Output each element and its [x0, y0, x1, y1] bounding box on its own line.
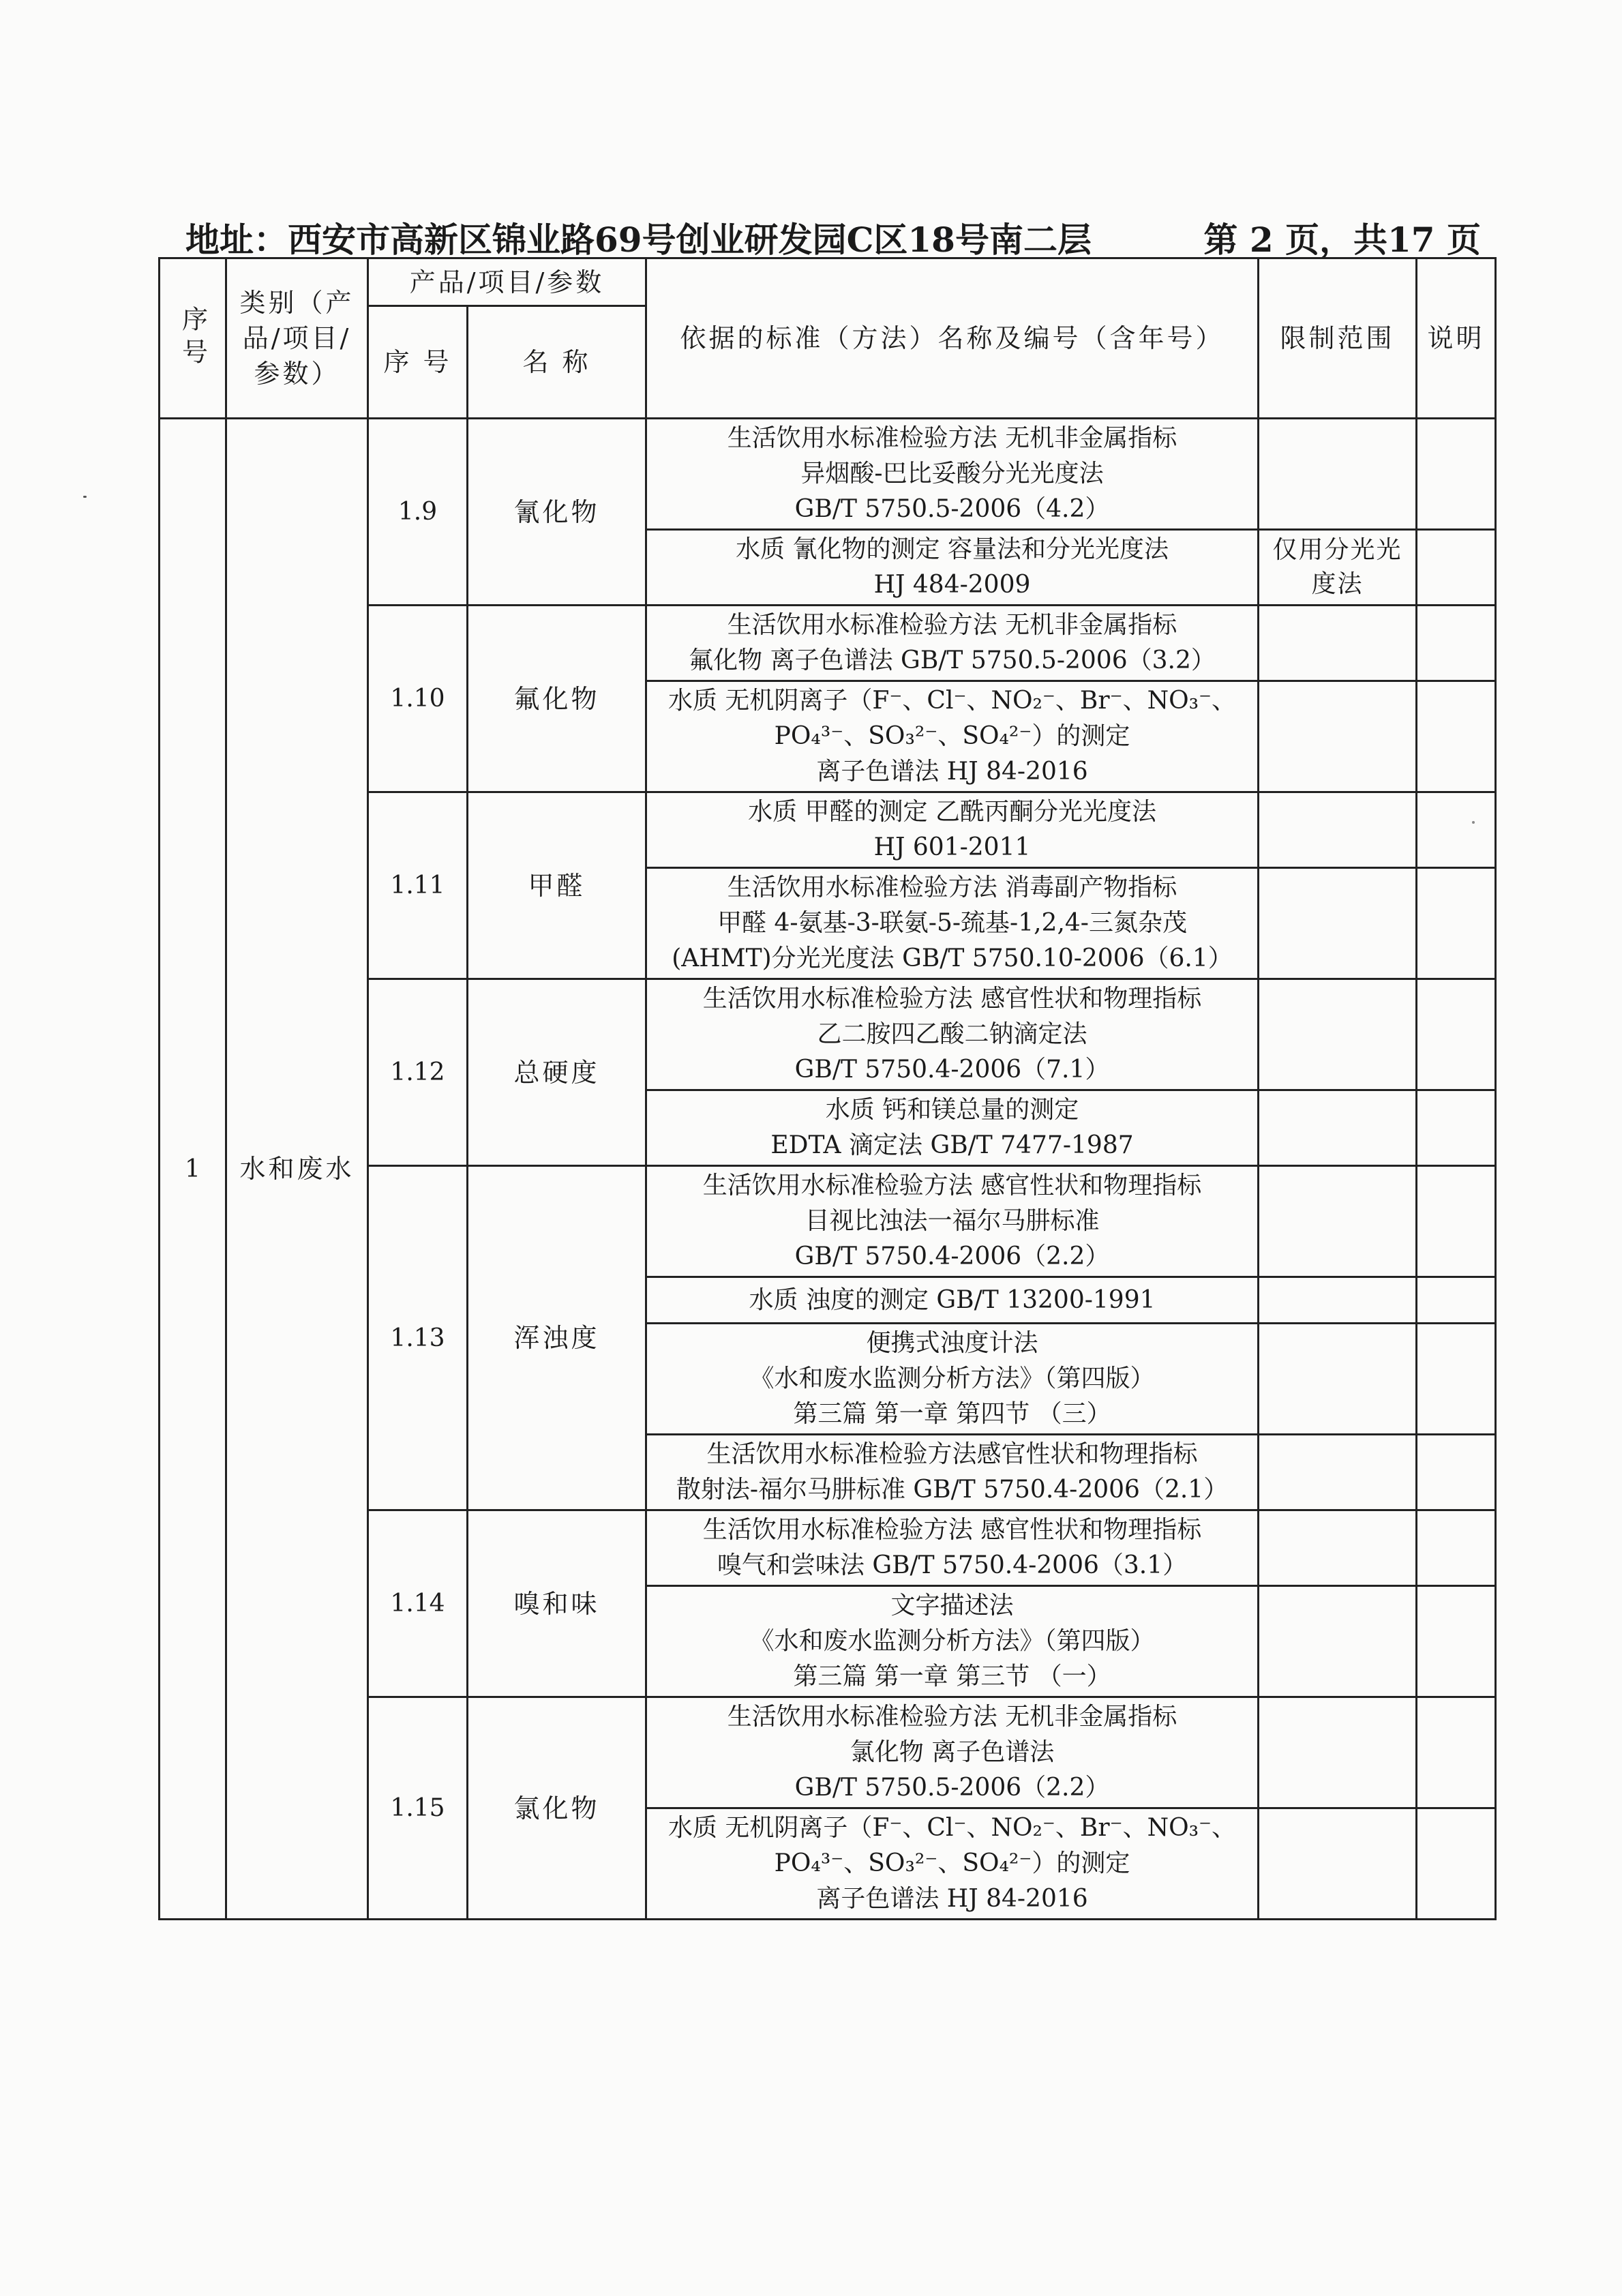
limit-cell [1259, 1166, 1417, 1277]
standard-line: 生活饮用水标准检验方法 无机非金属指标 [727, 1703, 1177, 1731]
standard-line: 水质 浊度的测定 GB/T 13200-1991 [749, 1285, 1156, 1314]
header-item-seq: 序 号 [368, 306, 468, 419]
standard-cell [646, 1324, 1259, 1435]
standard-cell [646, 1435, 1259, 1510]
limit-cell: 仅用分光光度法 [1259, 530, 1417, 606]
limit-cell [1259, 1586, 1417, 1697]
header-item-name: 名 称 [468, 306, 646, 419]
note-cell [1417, 1277, 1496, 1324]
item-seq: 1.11 [368, 792, 468, 979]
group-seq: 1 [160, 419, 226, 1920]
standard-cell [646, 419, 1259, 530]
standard-line: EDTA 滴定法 GB/T 7477-1987 [770, 1131, 1134, 1159]
standard-cell [646, 1808, 1259, 1920]
item-name: 浑浊度 [468, 1166, 646, 1510]
note-cell [1417, 1697, 1496, 1808]
standard-line: PO₄³⁻、SO₃²⁻、SO₄²⁻）的测定 [774, 1849, 1130, 1877]
note-cell [1417, 1435, 1496, 1510]
header-category: 类别（产品/项目/参数） [226, 258, 368, 419]
note-cell [1417, 1090, 1496, 1166]
item-seq: 1.14 [368, 1510, 468, 1697]
standard-line: PO₄³⁻、SO₃²⁻、SO₄²⁻）的测定 [774, 722, 1130, 750]
standard-line: 生活饮用水标准检验方法 感官性状和物理指标 [702, 1172, 1202, 1199]
note-cell [1417, 419, 1496, 530]
limit-cell [1259, 681, 1417, 792]
note-cell [1417, 979, 1496, 1090]
limit-cell [1259, 606, 1417, 681]
standard-line: 目视比浊法一福尔马肼标准 [805, 1207, 1100, 1235]
limit-cell [1259, 1435, 1417, 1510]
item-seq: 1.10 [368, 606, 468, 792]
standard-line: 水质 氰化物的测定 容量法和分光光度法 [736, 535, 1169, 563]
header-limit: 限制范围 [1259, 258, 1417, 419]
note-cell [1417, 606, 1496, 681]
header-product-group: 产品/项目/参数 [368, 258, 646, 306]
limit-cell [1259, 1277, 1417, 1324]
note-cell [1417, 530, 1496, 606]
limit-cell [1259, 419, 1417, 530]
page-number-text: 第 2 页，共17 页 [1203, 220, 1481, 260]
item-name: 氯化物 [468, 1697, 646, 1920]
standard-line: (AHMT)分光光度法 GB/T 5750.10-2006（6.1） [672, 944, 1233, 972]
standard-line: 生活饮用水标准检验方法感官性状和物理指标 [706, 1440, 1198, 1468]
note-cell [1417, 1166, 1496, 1277]
header-standard: 依据的标准（方法）名称及编号（含年号） [646, 258, 1259, 419]
standard-line: HJ 484-2009 [873, 571, 1031, 599]
header-note: 说明 [1417, 258, 1496, 419]
standard-line: 离子色谱法 HJ 84-2016 [816, 758, 1088, 786]
standard-line: 散射法-福尔马肼标准 GB/T 5750.4-2006（2.1） [676, 1476, 1229, 1504]
standard-line: 生活饮用水标准检验方法 感官性状和物理指标 [702, 1516, 1202, 1544]
standard-cell [646, 1166, 1259, 1277]
standard-line: 嗅气和尝味法 GB/T 5750.4-2006（3.1） [717, 1551, 1188, 1579]
item-seq: 1.13 [368, 1166, 468, 1510]
standard-cell [646, 1586, 1259, 1697]
standard-line: 生活饮用水标准检验方法 消毒副产物指标 [727, 874, 1177, 901]
standard-cell [646, 1697, 1259, 1808]
note-cell [1417, 1510, 1496, 1586]
item-name: 氰化物 [468, 419, 646, 606]
limit-cell [1259, 1697, 1417, 1808]
standard-line: GB/T 5750.4-2006（7.1） [794, 1056, 1110, 1084]
note-cell [1417, 1808, 1496, 1920]
item-seq: 1.9 [368, 419, 468, 606]
standard-cell [646, 681, 1259, 792]
table-row [160, 419, 1496, 530]
standard-line: 《水和废水监测分析方法》（第四版） [749, 1365, 1155, 1392]
standard-line: 《水和废水监测分析方法》（第四版） [749, 1627, 1155, 1655]
scan-speck [83, 496, 87, 498]
standard-line: GB/T 5750.4-2006（2.2） [794, 1242, 1110, 1270]
standard-cell [646, 1090, 1259, 1166]
standard-cell [646, 530, 1259, 606]
item-seq: 1.12 [368, 979, 468, 1166]
standard-line: 甲醛 4-氨基-3-联氨-5-巯基-1,2,4-三氮杂茂 [717, 909, 1187, 937]
standard-cell [646, 979, 1259, 1090]
note-cell [1417, 1324, 1496, 1435]
accreditation-table [158, 257, 1497, 1920]
note-cell [1417, 868, 1496, 979]
standard-line: 水质 无机阴离子（F⁻、Cl⁻、NO₂⁻、Br⁻、NO₃⁻、 [667, 687, 1237, 715]
standard-line: 第三篇 第一章 第三节 （一） [793, 1663, 1111, 1690]
standard-line: 水质 无机阴离子（F⁻、Cl⁻、NO₂⁻、Br⁻、NO₃⁻、 [667, 1814, 1237, 1842]
standard-line: 生活饮用水标准检验方法 无机非金属指标 [727, 424, 1177, 452]
limit-cell [1259, 979, 1417, 1090]
limit-cell [1259, 1090, 1417, 1166]
address-text: 地址：西安市高新区锦业路69号创业研发园C区18号南二层 [185, 220, 1092, 260]
item-name: 氟化物 [468, 606, 646, 792]
limit-cell [1259, 868, 1417, 979]
limit-cell [1259, 1510, 1417, 1586]
standard-line: HJ 601-2011 [873, 833, 1031, 861]
standard-cell [646, 868, 1259, 979]
standard-line: 离子色谱法 HJ 84-2016 [816, 1885, 1088, 1913]
standard-line: 乙二胺四乙酸二钠滴定法 [817, 1020, 1087, 1048]
standard-line: 水质 甲醛的测定 乙酰丙酮分光光度法 [748, 798, 1156, 826]
standard-line: 生活饮用水标准检验方法 无机非金属指标 [727, 611, 1177, 639]
limit-cell [1259, 1808, 1417, 1920]
standard-line: 生活饮用水标准检验方法 感官性状和物理指标 [702, 985, 1202, 1013]
standard-cell [646, 606, 1259, 681]
standard-line: 氯化物 离子色谱法 [850, 1738, 1055, 1766]
standard-line: 文字描述法 [890, 1592, 1014, 1620]
item-name: 甲醛 [468, 792, 646, 979]
standard-line: GB/T 5750.5-2006（4.2） [794, 495, 1110, 523]
standard-line: 便携式浊度计法 [866, 1329, 1038, 1357]
standard-cell [646, 1510, 1259, 1586]
standard-line: GB/T 5750.5-2006（2.2） [794, 1774, 1110, 1802]
header-seq: 序号 [160, 258, 226, 419]
standard-line: 氟化物 离子色谱法 GB/T 5750.5-2006（3.2） [689, 646, 1216, 674]
standard-line: 水质 钙和镁总量的测定 [825, 1096, 1079, 1124]
limit-cell [1259, 1324, 1417, 1435]
note-cell [1417, 681, 1496, 792]
standard-cell [646, 1277, 1259, 1324]
note-cell [1417, 1586, 1496, 1697]
note-cell [1417, 792, 1496, 868]
item-name: 嗅和味 [468, 1510, 646, 1697]
item-seq: 1.15 [368, 1697, 468, 1920]
item-name: 总硬度 [468, 979, 646, 1166]
limit-cell [1259, 792, 1417, 868]
group-category: 水和废水 [226, 419, 368, 1920]
standard-line: 异烟酸-巴比妥酸分光光度法 [800, 460, 1104, 488]
standard-cell [646, 792, 1259, 868]
standard-line: 第三篇 第一章 第四节 （三） [793, 1400, 1111, 1428]
